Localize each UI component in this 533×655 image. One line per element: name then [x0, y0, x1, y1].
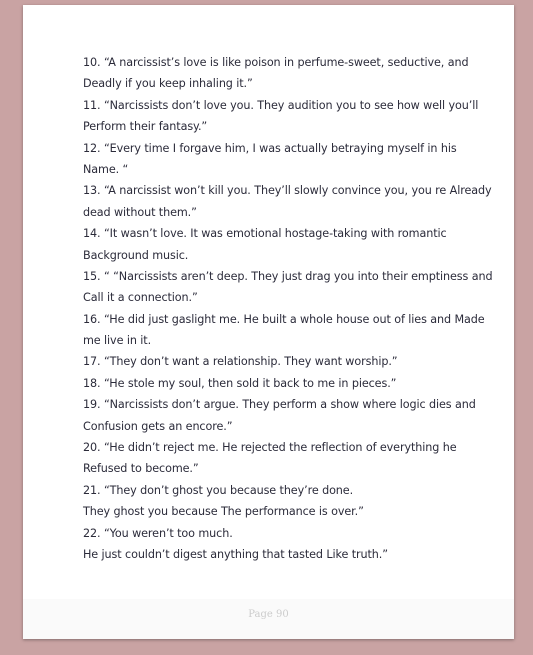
text-line: Name. “: [83, 162, 129, 176]
text-line: 19. “Narcissists don’t argue. They perform a show where logic dies and: [83, 398, 476, 412]
text-line: 21. “They don’t ghost you because they’re done.: [83, 483, 354, 497]
document-page: [23, 5, 514, 639]
text-line: 15. “ “Narcissists aren’t deep. They just drag you into their emptiness and: [83, 269, 493, 283]
text-line: 11. “Narcissists don’t love you. They audition you to see how well you’ll: [83, 98, 479, 112]
text-line: 22. “You weren’t too much.: [83, 526, 233, 540]
text-line: Perform their fantasy.”: [83, 120, 208, 134]
page-number: Page 90: [248, 609, 289, 620]
text-line: Confusion gets an encore.”: [83, 419, 233, 433]
text-line: Call it a connection.”: [83, 291, 198, 305]
text-line: 12. “Every time I forgave him, I was actually betraying myself in his: [83, 141, 457, 155]
text-line: 18. “He stole my soul, then sold it back to me in pieces.”: [83, 376, 397, 390]
text-line: 14. “It wasn’t love. It was emotional hostage-taking with romantic: [83, 227, 447, 241]
text-line: 10. “A narcissist’s love is like poison in perfume-sweet, seductive, and: [83, 56, 469, 69]
page-footer: [23, 599, 514, 639]
text-line: me live in it.: [83, 334, 152, 348]
text-line: 17. “They don’t want a relationship. They want worship.”: [83, 355, 398, 369]
text-line: 16. “He did just gaslight me. He built a whole house out of lies and Made: [83, 312, 485, 326]
text-line: He just couldn’t digest anything that tasted Like truth.”: [83, 547, 388, 561]
text-line: 20. “He didn’t reject me. He rejected the reflection of everything he: [83, 441, 457, 455]
text-line: dead without them.”: [83, 205, 197, 219]
text-line: Deadly if you keep inhaling it.”: [83, 77, 253, 91]
text-line: 13. “A narcissist won’t kill you. They’ll slowly convince you, you re Already: [83, 184, 492, 198]
text-line: Background music.: [83, 248, 189, 262]
quote-list: [83, 52, 503, 565]
text-line: Refused to become.”: [83, 462, 199, 476]
text-line: They ghost you because The performance is over.”: [83, 505, 364, 519]
